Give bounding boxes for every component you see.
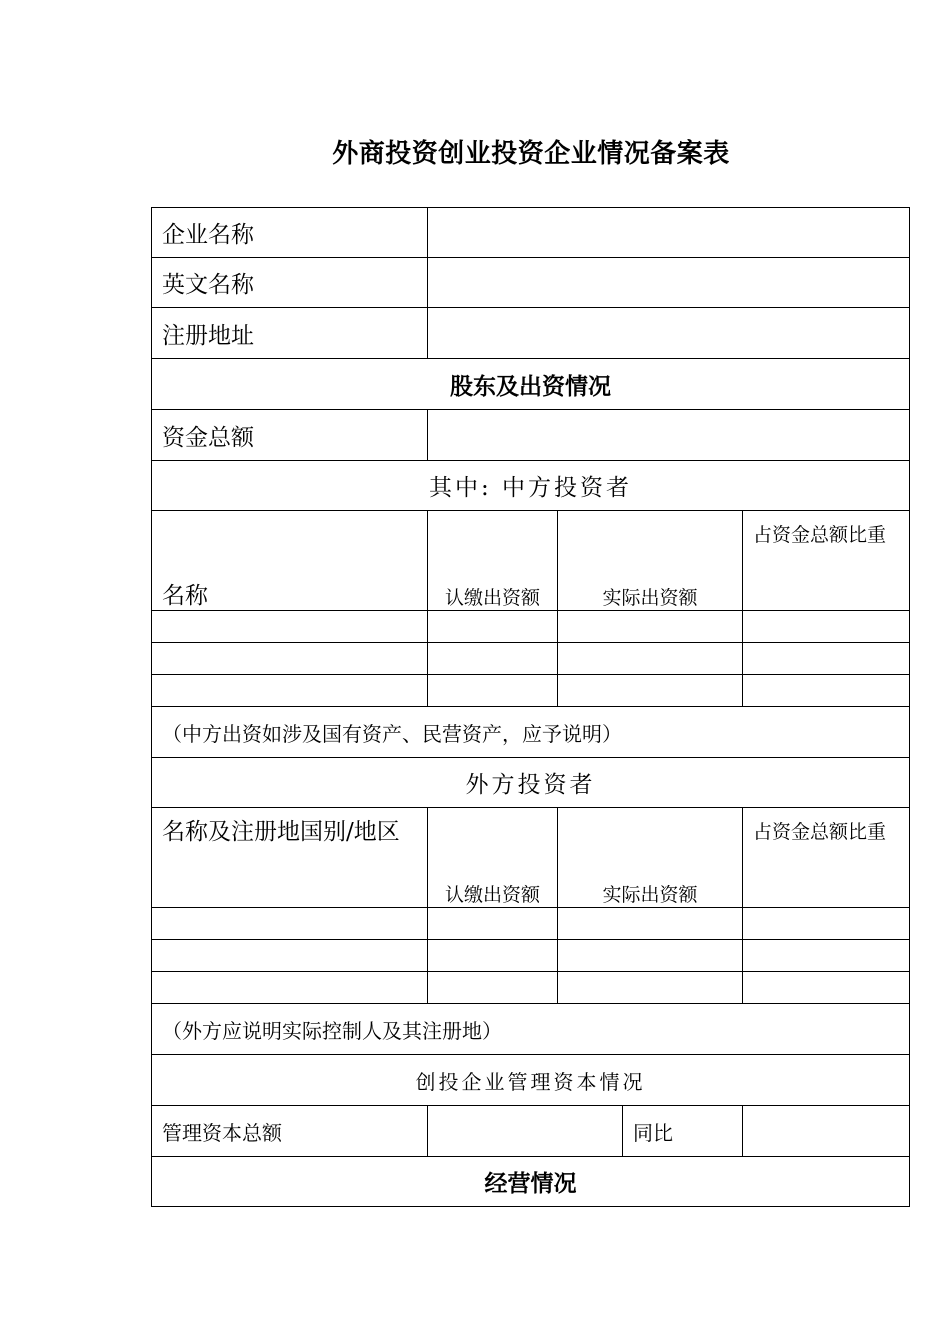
chinese-actual-cell[interactable]	[558, 643, 743, 675]
foreign-name-cell[interactable]	[152, 972, 428, 1004]
chinese-investors-heading: 其中: 中方投资者	[152, 461, 910, 511]
management-total-field[interactable]	[428, 1106, 623, 1157]
row-company-name	[152, 208, 910, 258]
row-operations-heading	[152, 1157, 910, 1207]
foreign-actual-cell[interactable]	[558, 908, 743, 940]
chinese-name-cell[interactable]	[152, 643, 428, 675]
total-capital-field[interactable]	[428, 410, 910, 461]
foreign-investors-heading: 外方投资者	[152, 758, 910, 808]
foreign-subscribed-cell[interactable]	[428, 908, 558, 940]
row-shareholders-heading	[152, 359, 910, 410]
foreign-investor-row	[152, 908, 910, 940]
foreign-ratio-cell[interactable]	[743, 972, 910, 1004]
chinese-actual-cell[interactable]	[558, 675, 743, 707]
row-management-heading	[152, 1055, 910, 1106]
foreign-col-subscribed: 认缴出资额	[428, 808, 558, 908]
yoy-field[interactable]	[743, 1106, 910, 1157]
chinese-investors-note: （中方出资如涉及国有资产、民营资产，应予说明）	[152, 707, 910, 758]
foreign-actual-cell[interactable]	[558, 940, 743, 972]
english-name-field[interactable]	[428, 258, 910, 308]
management-total-label: 管理资本总额	[152, 1106, 428, 1157]
row-foreign-note	[152, 1004, 910, 1055]
foreign-col-name: 名称及注册地国别/地区	[152, 808, 428, 908]
chinese-col-actual: 实际出资额	[558, 511, 743, 611]
total-capital-label: 资金总额	[152, 410, 428, 461]
foreign-col-ratio: 占资金总额比重	[743, 808, 910, 908]
company-name-field[interactable]	[428, 208, 910, 258]
chinese-actual-cell[interactable]	[558, 611, 743, 643]
chinese-name-cell[interactable]	[152, 611, 428, 643]
foreign-investors-note: （外方应说明实际控制人及其注册地）	[152, 1004, 910, 1055]
chinese-investor-row	[152, 611, 910, 643]
chinese-subscribed-cell[interactable]	[428, 643, 558, 675]
reg-address-field[interactable]	[428, 308, 910, 359]
row-chinese-heading	[152, 461, 910, 511]
row-chinese-note	[152, 707, 910, 758]
row-reg-address	[152, 308, 910, 359]
shareholders-section-heading: 股东及出资情况	[152, 359, 910, 410]
foreign-col-actual: 实际出资额	[558, 808, 743, 908]
management-capital-heading: 创投企业管理资本情况	[152, 1055, 910, 1106]
filing-form-table	[151, 207, 910, 1207]
row-english-name	[152, 258, 910, 308]
row-foreign-heading	[152, 758, 910, 808]
chinese-col-ratio: 占资金总额比重	[743, 511, 910, 611]
chinese-ratio-cell[interactable]	[743, 675, 910, 707]
foreign-name-cell[interactable]	[152, 940, 428, 972]
chinese-ratio-cell[interactable]	[743, 611, 910, 643]
foreign-subscribed-cell[interactable]	[428, 940, 558, 972]
row-chinese-columns	[152, 511, 910, 611]
row-foreign-columns	[152, 808, 910, 908]
reg-address-label: 注册地址	[152, 308, 428, 359]
yoy-label: 同比	[623, 1106, 743, 1157]
chinese-subscribed-cell[interactable]	[428, 611, 558, 643]
foreign-ratio-cell[interactable]	[743, 940, 910, 972]
chinese-ratio-cell[interactable]	[743, 643, 910, 675]
foreign-name-cell[interactable]	[152, 908, 428, 940]
company-name-label: 企业名称	[152, 208, 428, 258]
foreign-actual-cell[interactable]	[558, 972, 743, 1004]
foreign-ratio-cell[interactable]	[743, 908, 910, 940]
row-management-total	[152, 1106, 910, 1157]
page-title: 外商投资创业投资企业情况备案表	[332, 139, 730, 169]
foreign-subscribed-cell[interactable]	[428, 972, 558, 1004]
foreign-investor-row	[152, 940, 910, 972]
row-total-capital	[152, 410, 910, 461]
chinese-name-cell[interactable]	[152, 675, 428, 707]
english-name-label: 英文名称	[152, 258, 428, 308]
operations-section-heading: 经营情况	[152, 1157, 910, 1207]
chinese-investor-row	[152, 675, 910, 707]
chinese-col-subscribed: 认缴出资额	[428, 511, 558, 611]
chinese-col-name: 名称	[152, 511, 428, 611]
chinese-subscribed-cell[interactable]	[428, 675, 558, 707]
chinese-investor-row	[152, 643, 910, 675]
foreign-investor-row	[152, 972, 910, 1004]
